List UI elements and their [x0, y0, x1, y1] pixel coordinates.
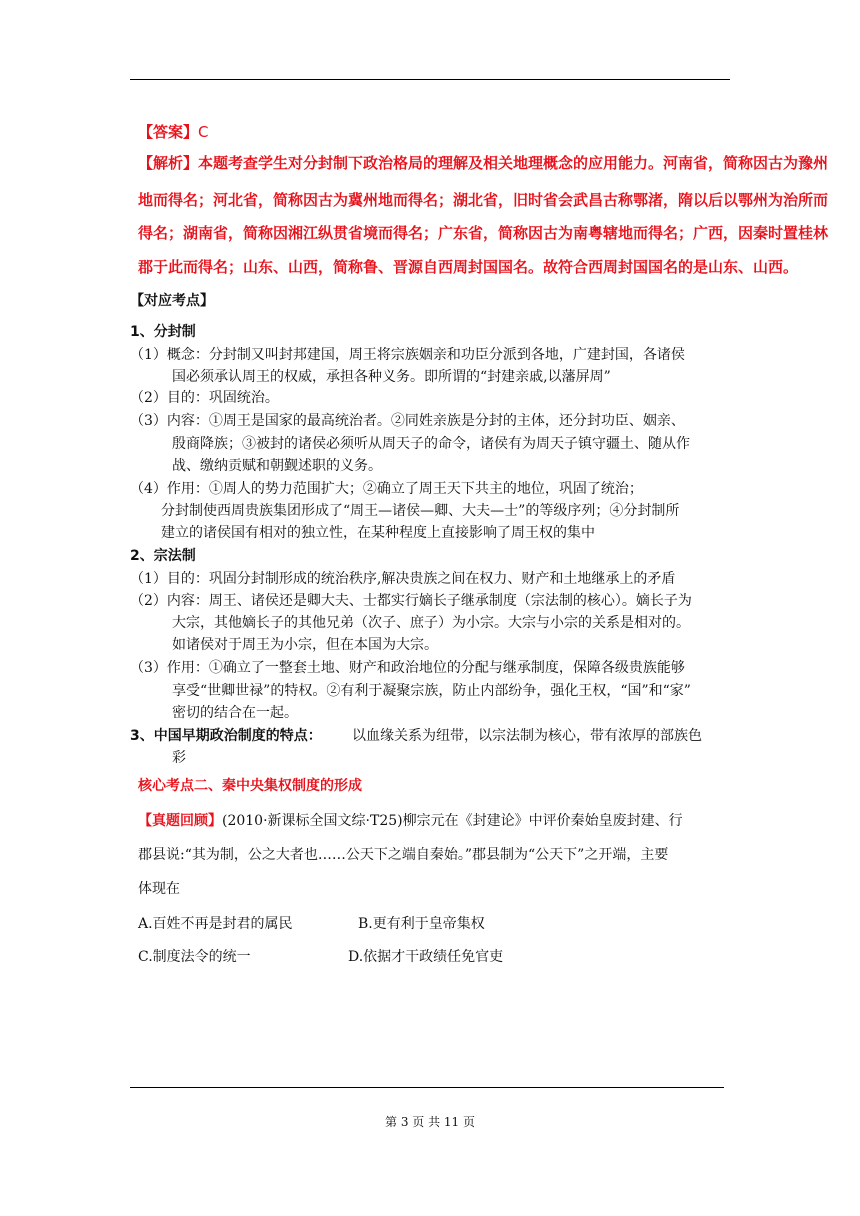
s1-line: 殷商降族；③被封的诸侯必须听从周天子的命令，诸侯有为周天子镇守疆土、随从作 [172, 436, 690, 452]
s1-title: 1、分封制 [130, 324, 196, 340]
option-c: C.制度法令的统一 [138, 949, 251, 965]
page-number: 第 3 页 共 11 页 [385, 1115, 475, 1129]
s1-line: （3）内容：①周王是国家的最高统治者。②同姓亲族是分封的主体，还分封功臣、姻亲、 [130, 413, 685, 429]
answer-value: C [198, 123, 209, 141]
s1-line: 建立的诸侯国有相对的独立性，在某种程度上直接影响了周王权的集中 [161, 525, 595, 541]
option-d: D.依据才干政绩任免官吏 [348, 949, 504, 965]
option-a: A.百姓不再是封君的属民 [138, 916, 293, 932]
s2-line: 密切的结合在一起。 [172, 705, 298, 721]
s2-line: （3）作用：①确立了一整套土地、财产和政治地位的分配与继承制度，保障各级贵族能够 [130, 660, 685, 676]
question-label: 【真题回顾】 [138, 813, 222, 829]
s2-title: 2、宗法制 [130, 548, 196, 564]
analysis-label: 【解析】 [138, 154, 199, 172]
option-b: B.更有利于皇帝集权 [358, 916, 485, 932]
question-line-1: 【真题回顾】(2010·新课标全国文综·T25)柳宗元在《封建论》中评价秦始皇废封建、行 [138, 813, 683, 829]
question-line-3: 体现在 [138, 881, 180, 897]
s2-line: （2）内容：周王、诸侯还是卿大夫、士都实行嫡长子继承制度（宗法制的核心）。嫡长子为 [130, 593, 692, 609]
analysis-line-4: 郡于此而得名；山东、山西，简称鲁、晋源自西周封国国名。故符合西周封国国名的是山东、山西。 [138, 258, 799, 276]
header-rule [130, 79, 730, 80]
analysis-line-3: 得名；湖南省，简称因湘江纵贯省境而得名；广东省，简称因古为南粤辖地而得名；广西，因秦时置桂林 [138, 224, 829, 242]
s2-line: 享受“世卿世禄”的特权。②有利于凝聚宗族，防止内部纷争，强化王权，“国”和“家” [172, 683, 691, 699]
s1-line: 国必须承认周王的权威，承担各种义务。即所谓的“封建亲戚,以藩屏周” [172, 369, 611, 385]
s3-cont: 彩 [172, 750, 186, 766]
answer-line [138, 122, 209, 142]
s3-text: 以血缘关系为纽带，以宗法制为核心，带有浓厚的部族色 [352, 728, 702, 744]
kaodian-title: 【对应考点】 [130, 293, 214, 309]
s1-line: 分封制使西周贵族集团形成了“周王—诸侯—卿、大夫—士”的等级序列；④分封制所 [161, 503, 680, 519]
question-line-2: 郡县说:“其为制，公之大者也……公天下之端自秦始。”郡县制为“公天下”之开端，主要 [138, 847, 669, 863]
analysis-line-2: 地而得名；河北省，简称因古为冀州地而得名；湖北省，旧时省会武昌古称鄂渚，隋以后以鄂州为治所而 [138, 191, 829, 209]
answer-label: 【答案】 [138, 123, 199, 141]
s3-title: 3、中国早期政治制度的特点： [130, 728, 322, 744]
s2-line: （1）目的：巩固分封制形成的统治秩序,解决贵族之间在权力、财产和土地继承上的矛盾 [130, 571, 676, 587]
s1-line: （4）作用：①周人的势力范围扩大；②确立了周王天下共主的地位，巩固了统治； [130, 481, 643, 497]
analysis-line-1: 【解析】本题考查学生对分封制下政治格局的理解及相关地理概念的应用能力。河南省，简称因古为豫州 [138, 154, 829, 172]
s1-line: 战、缴纳贡赋和朝觐述职的义务。 [172, 458, 382, 474]
s2-line: 大宗，其他嫡长子的其他兄弟（次子、庶子）为小宗。大宗与小宗的关系是相对的。 [172, 615, 690, 631]
s2-line: 如诸侯对于周王为小宗，但在本国为大宗。 [172, 637, 438, 653]
footer-rule [130, 1087, 724, 1088]
s1-line: （1）概念：分封制又叫封邦建国，周王将宗族姻亲和功臣分派到各地，广建封国，各诸侯 [130, 347, 685, 363]
s1-line: （2）目的：巩固统治。 [130, 390, 279, 406]
core-title: 核心考点二、秦中央集权制度的形成 [138, 778, 362, 794]
